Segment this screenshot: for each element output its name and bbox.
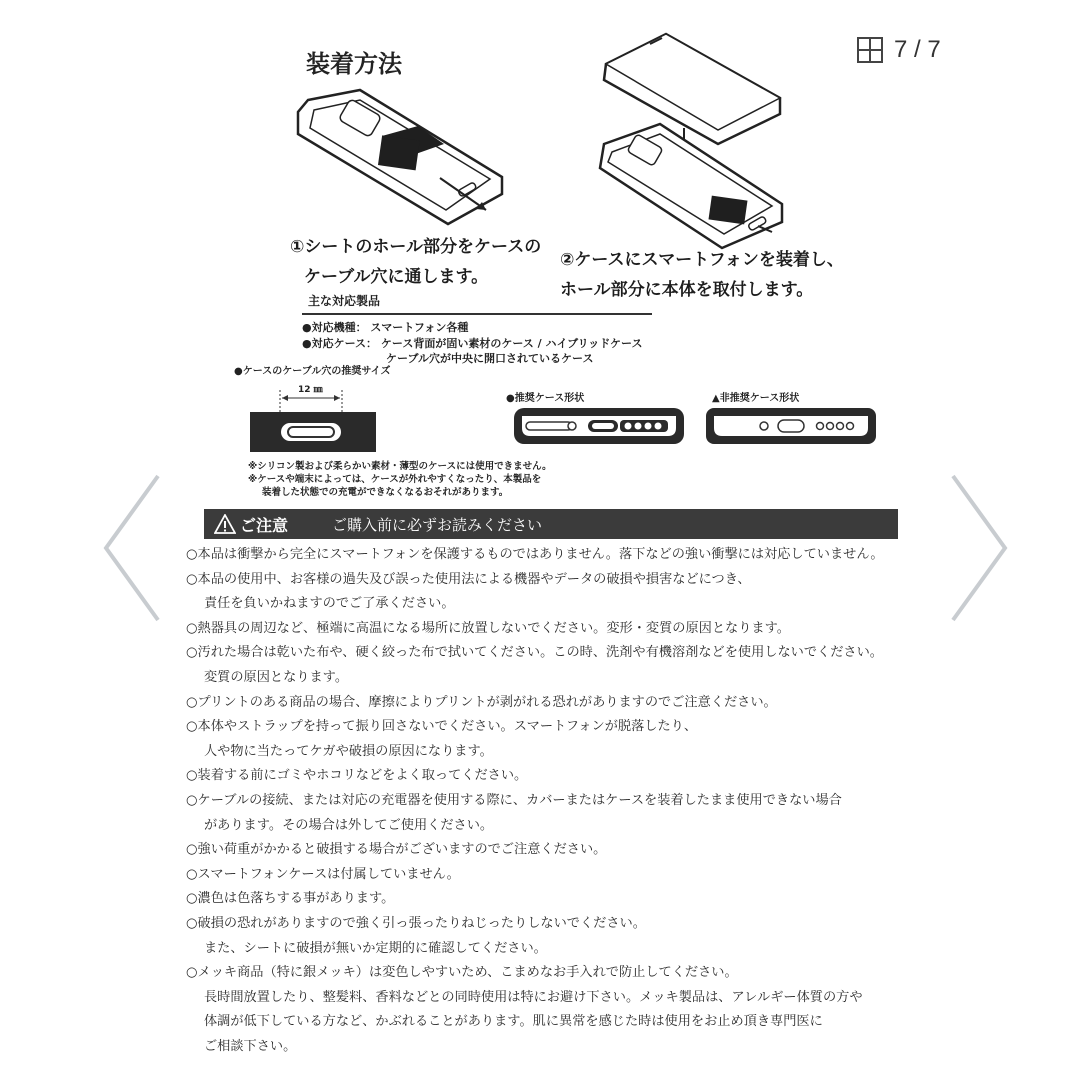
caution-item: ○本品の使用中、お客様の過失及び誤った使用法による機器やデータの破損や損害などにつき、 責任を負いかねますのでご了承ください。 (186, 571, 751, 612)
cable-hole-label: ●ケースのケーブル穴の推奨サイズ (234, 366, 391, 377)
step-2-text (560, 245, 844, 305)
not-recommended-case-shape (706, 408, 876, 444)
note-case-detach: ※ケースや端末によっては、ケースが外れやすくなったり、本製品を (248, 474, 542, 485)
step-2-line-1: ②ケースにスマートフォンを装着し、 (560, 250, 844, 270)
phone-into-case-illustration (590, 26, 795, 251)
caution-item: ○スマートフォンケースは付属していません。 (186, 866, 460, 882)
step-1-line-2: ケーブル穴に通します。 (304, 267, 489, 287)
chevron-right-icon (945, 470, 1015, 630)
products-divider (302, 313, 652, 315)
caution-item: ○メッキ商品（特に銀メッキ）は変色しやすいため、こまめなお手入れで防止してください。 長時間放置したり、整髪料、香料などとの同時使用は特にお避け下さい。メッキ製品は、アレルギー体質の方や (186, 965, 863, 1005)
cable-hole-dimension: 12 ㎜ (298, 385, 323, 395)
cable-hole-diagram (250, 388, 376, 454)
caution-subtitle: ご購入前に必ずお読みください (332, 515, 543, 534)
not-recommended-case-label: ▲非推奨ケース形状 (712, 393, 800, 404)
page-counter-text: 7 / 7 (894, 36, 941, 63)
installation-heading: 装着方法 (306, 50, 402, 78)
case-sheet-illustration (290, 82, 520, 232)
page-counter[interactable] (856, 36, 941, 64)
caution-item: ○装着する前にゴミやホコリなどをよく取ってください。 (186, 768, 528, 784)
step-1-text (290, 232, 541, 292)
step-1-line-1: ①シートのホール部分をケースの (290, 237, 542, 257)
caution-item-cont: ご相談下さい。 (204, 1038, 297, 1054)
caution-item: ○強い荷重がかかると破損する場合がございますのでご注意ください。 (186, 842, 607, 858)
caution-item: ○本品は衝撃から完全にスマートフォンを保護するものではありません。落下などの強い衝撃には対応していません。 (186, 547, 884, 562)
caution-item: ○ケーブルの接続、または対応の充電器を使用する際に、カバーまたはケースを装着したまま使用できない場合 があります。その場合は外してご使用ください。 (186, 792, 842, 833)
caution-label: ご注意 (240, 515, 289, 535)
products-title: 主な対応製品 (308, 294, 381, 308)
previous-image-button[interactable] (96, 470, 166, 630)
note-charging: 装着した状態での充電ができなくなるおそれがあります。 (262, 487, 509, 498)
caution-item-cont: 体調が低下している方など、かぶれることがあります。肌に異常を感じた時は使用をお止め頂き専門医に (204, 1014, 823, 1030)
next-image-button[interactable] (945, 470, 1015, 630)
caution-header (204, 509, 898, 539)
grid-icon (856, 36, 884, 64)
compatible-devices: ●対応機種： スマートフォン各種 (302, 321, 469, 334)
recommended-case-label: ●推奨ケース形状 (506, 393, 585, 404)
chevron-left-icon (96, 470, 166, 630)
caution-item: ○本体やストラップを持って振り回さないでください。スマートフォンが脱落したり、 人や物に当たってケガや破損の原因になります。 (186, 719, 698, 759)
caution-item: ○プリントのある商品の場合、摩擦によりプリントが剥がれる恐れがありますのでご注意ください。 (186, 694, 777, 710)
step-2-line-2: ホール部分に本体を取付します。 (560, 280, 814, 300)
caution-item: ○汚れた場合は乾いた布や、硬く絞った布で拭いてください。この時、洗剤や有機溶剤などを使用しないでください。 変質の原因となります。 (186, 645, 883, 685)
compatible-cases: ●対応ケース： ケース背面が固い素材のケース / ハイブリッドケース (302, 337, 643, 350)
note-silicone: ※シリコン製および柔らかい素材・薄型のケースには使用できません。 (248, 461, 552, 472)
caution-item: ○熱器具の周辺など、極端に高温になる場所に放置しないでください。変形・変質の原因となります。 (186, 620, 790, 636)
caution-list (186, 543, 926, 1059)
caution-item: ○濃色は色落ちする事があります。 (186, 891, 395, 907)
recommended-case-shape (514, 408, 684, 444)
compatible-cases-cont: ケーブル穴が中央に開口されているケース (386, 352, 594, 365)
caution-item: ○破損の恐れがありますので強く引っ張ったりねじったりしないでください。 また、シートに破損が無いか定期的に確認してください。 (186, 915, 646, 956)
caution-title (214, 513, 288, 536)
warning-icon (214, 514, 236, 534)
